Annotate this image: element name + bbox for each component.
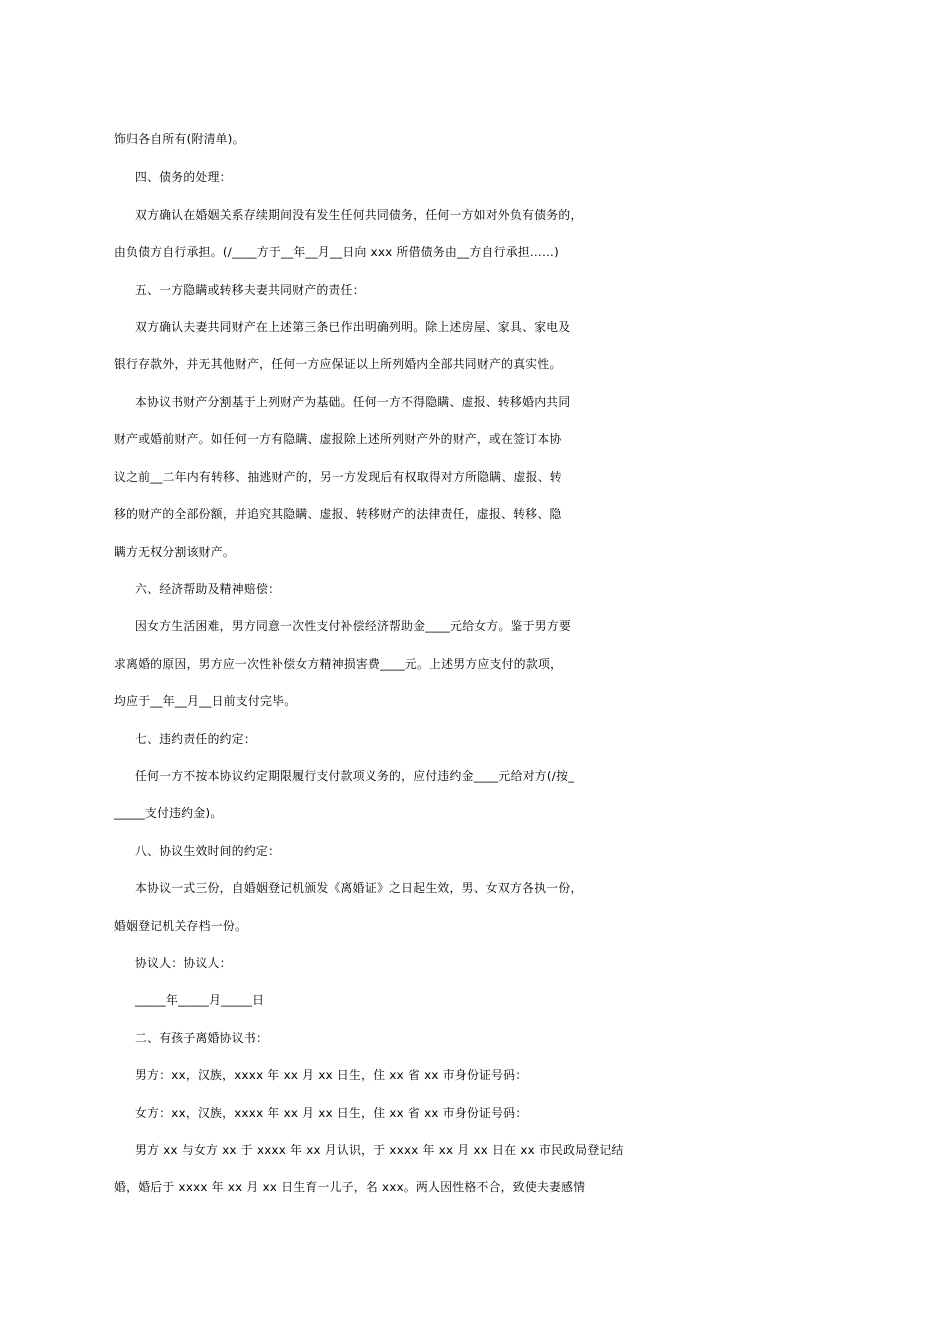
text-line: 任何一方不按本协议约定期限履行支付款项义务的，应付违约金____元给对方(/按_	[135, 769, 575, 783]
text-line: 男方 xx 与女方 xx 于 xxxx 年 xx 月认识，于 xxxx 年 xx 月 xx 日在 xx 市民政局登记结	[135, 1143, 624, 1157]
text-line: 移的财产的全部份额，并追究其隐瞒、虚报、转移财产的法律责任，虚报、转移、隐	[114, 507, 562, 521]
text-line: 双方确认夫妻共同财产在上述第三条已作出明确列明。除上述房屋、家具、家电及	[135, 320, 571, 334]
text-line: 由负债方自行承担。(/____方于__年__月__日向 xxx 所借债务由__方自行承担……)	[114, 245, 560, 259]
text-line: _____支付违约金)。	[114, 806, 223, 820]
text-line: 因女方生活困难，男方同意一次性支付补偿经济帮助金____元给女方。鉴于男方要	[135, 619, 572, 633]
text-line: 女方：xx，汉族，xxxx 年 xx 月 xx 日生，住 xx 省 xx 市身份证号码：	[135, 1106, 528, 1120]
text-line: 求离婚的原因，男方应一次性补偿女方精神损害费____元。上述男方应支付的款项，	[114, 657, 563, 671]
text-line: 婚，婚后于 xxxx 年 xx 月 xx 日生育一儿子，名 xxx。两人因性格不合，致使夫妻感情	[114, 1180, 586, 1194]
text-line: 均应于__年__月__日前支付完毕。	[114, 694, 297, 708]
text-line: 婚姻登记机关存档一份。	[114, 919, 248, 933]
section-heading: 五、一方隐瞒或转移夫妻共同财产的责任：	[135, 283, 365, 297]
section-heading: 八、协议生效时间的约定：	[135, 844, 281, 858]
text-line: 本协议一式三份，自婚姻登记机颁发《离婚证》之日起生效，男、女双方各执一份，	[135, 881, 583, 895]
text-line: 本协议书财产分割基于上列财产为基础。任何一方不得隐瞒、虚报、转移婚内共同	[135, 395, 571, 409]
section-heading: 七、违约责任的约定：	[135, 732, 256, 746]
text-line: 财产或婚前财产。如任何一方有隐瞒、虚报除上述所列财产外的财产，或在签订本协	[114, 432, 562, 446]
section-heading: 六、经济帮助及精神赔偿：	[135, 582, 281, 596]
text-line: 男方：xx，汉族，xxxx 年 xx 月 xx 日生，住 xx 省 xx 市身份证号码：	[135, 1068, 528, 1082]
text-line: 议之前__二年内有转移、抽逃财产的，另一方发现后有权取得对方所隐瞒、虚报、转	[114, 470, 562, 484]
signature-line: 协议人：协议人：	[135, 956, 232, 970]
text-line: 银行存款外，并无其他财产，任何一方应保证以上所列婚内全部共同财产的真实性。	[114, 357, 562, 371]
text-line: 瞒方无权分割该财产。	[114, 545, 235, 559]
text-line: 饰归各自所有(附清单)。	[114, 132, 245, 146]
section-heading: 四、债务的处理：	[135, 170, 232, 184]
section-heading: 二、有孩子离婚协议书：	[135, 1031, 269, 1045]
date-line: _____年_____月_____日	[135, 993, 265, 1007]
text-line: 双方确认在婚姻关系存续期间没有发生任何共同债务，任何一方如对外负有债务的，	[135, 208, 583, 222]
